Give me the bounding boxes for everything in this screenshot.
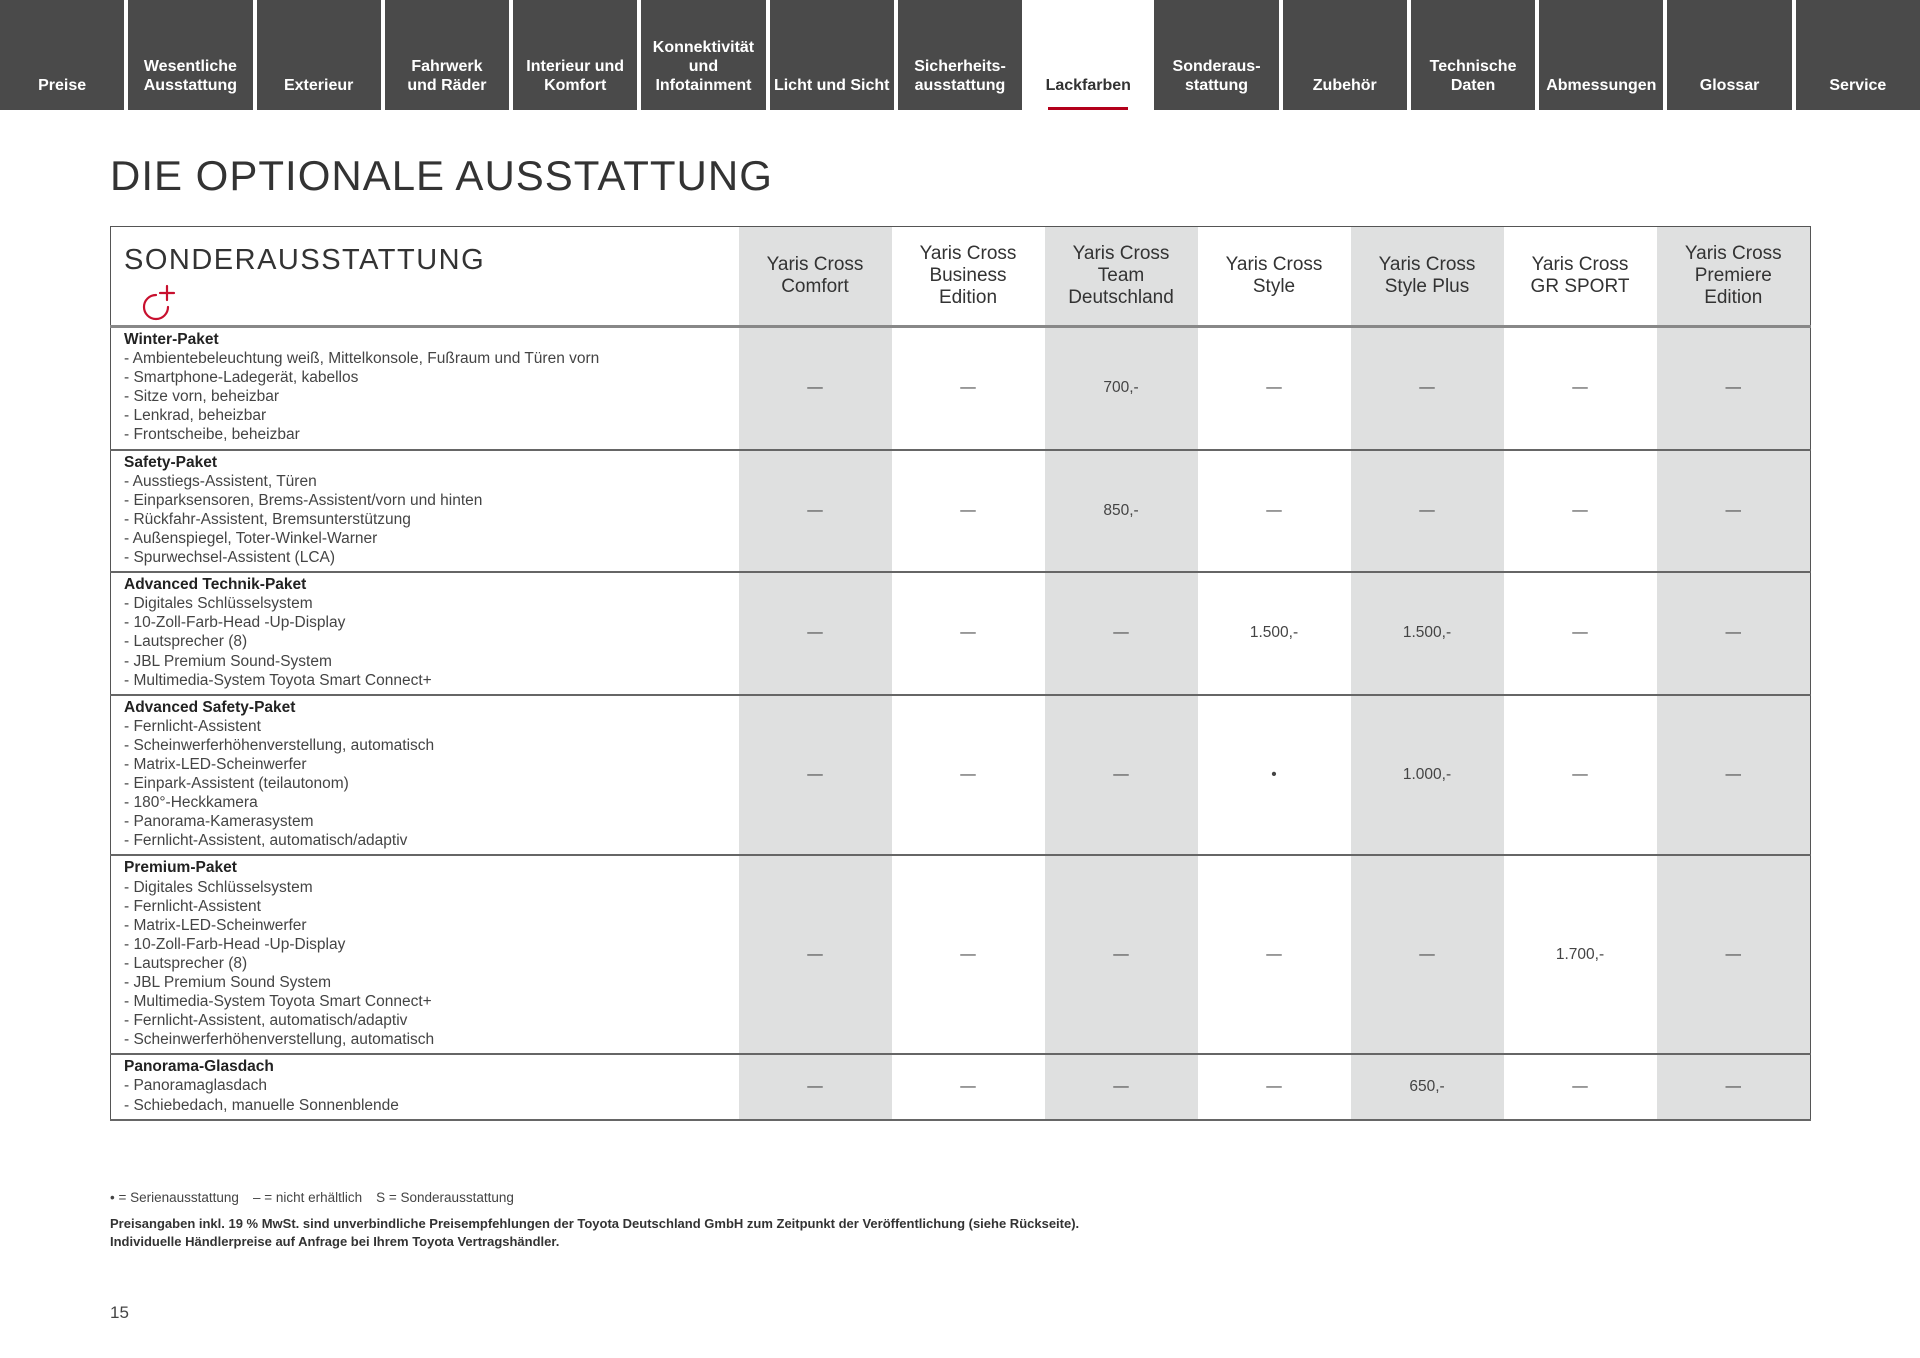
footnote-line: Preisangaben inkl. 19 % MwSt. sind unverbindliche Preisempfehlungen der Toyota Deutschland GmbH zum Zeitpunkt der Veröffentlichung (siehe Rückseite).: [110, 1216, 1080, 1231]
add-option-icon: [138, 261, 178, 325]
price-cell: —: [739, 1054, 892, 1119]
price-cell: —: [1657, 855, 1811, 1054]
price-cell: —: [1045, 855, 1198, 1054]
nav-tab-label: Interieur und Komfort: [526, 58, 625, 94]
price-cell: —: [1657, 1054, 1811, 1119]
nav-tab-label: Sonderaus- stattung: [1172, 58, 1261, 94]
price-cell: —: [1572, 379, 1588, 397]
legend: [110, 1190, 528, 1205]
package-item: - 10-Zoll-Farb-Head -Up-Display: [124, 935, 346, 953]
column-header-model: Yaris Cross GR SPORT: [1504, 227, 1657, 327]
price-cell: —: [1266, 945, 1282, 963]
package-description: [111, 327, 739, 450]
price-cell: 1.000,-: [1351, 695, 1504, 856]
price-cell: —: [1572, 624, 1588, 642]
legend-entry: – = nicht erhältlich: [252, 1190, 363, 1205]
price-cell: —: [1266, 501, 1282, 519]
package-item: - Spurwechsel-Assistent (LCA): [124, 549, 336, 567]
nav-tab-abmessungen[interactable]: [1539, 0, 1663, 110]
package-item: - Fernlicht-Assistent, automatisch/adaptiv: [124, 1012, 408, 1030]
column-header-model: Yaris Cross Team Deutschland: [1045, 227, 1198, 327]
nav-tab-lackfarben[interactable]: [1026, 0, 1150, 110]
nav-tab-label: Wesentliche Ausstattung: [143, 58, 238, 94]
package-item: - Digitales Schlüsselsystem: [124, 595, 313, 613]
package-row: [111, 450, 1811, 573]
package-item: - Digitales Schlüsselsystem: [124, 878, 313, 896]
price-cell: —: [960, 379, 976, 397]
nav-tab-zubehör[interactable]: [1283, 0, 1407, 110]
price-cell: —: [1266, 379, 1282, 397]
column-header-model: Yaris Cross Style: [1198, 227, 1351, 327]
package-item: - 10-Zoll-Farb-Head -Up-Display: [124, 614, 346, 632]
price-cell: —: [960, 624, 976, 642]
page-title: DIE OPTIONALE AUSSTATTUNG: [110, 152, 773, 199]
package-item: - Fernlicht-Assistent, automatisch/adaptiv: [124, 832, 408, 850]
price-cell: 1.700,-: [1555, 945, 1605, 963]
package-row: [111, 855, 1811, 1054]
price-cell: —: [1045, 1054, 1198, 1119]
price-cell: —: [1351, 327, 1504, 450]
nav-tab-label: Service: [1829, 77, 1887, 94]
package-item: - Außenspiegel, Toter-Winkel-Warner: [124, 529, 378, 547]
header-label-text: SONDERAUSSTATTUNG: [124, 244, 486, 276]
nav-tab-label: Lackfarben: [1045, 77, 1131, 94]
package-name: Advanced Technik-Paket: [124, 576, 307, 594]
price-cell: —: [960, 766, 976, 784]
nav-tab-exterieur[interactable]: [257, 0, 381, 110]
nav-tab-label: Abmessungen: [1546, 77, 1657, 94]
package-item: - Sitze vorn, beheizbar: [124, 388, 280, 406]
price-cell: 1.500,-: [1249, 624, 1299, 642]
table-body: [111, 327, 1811, 1120]
package-item: - JBL Premium Sound System: [124, 974, 332, 991]
nav-tab-label: Sicherheits- ausstattung: [914, 58, 1006, 94]
package-item: - Multimedia-System Toyota Smart Connect+: [124, 993, 432, 1011]
package-item: - JBL Premium Sound-System: [124, 652, 332, 670]
price-cell: —: [1351, 450, 1504, 573]
package-description: [111, 572, 739, 695]
package-name: Panorama-Glasdach: [124, 1058, 274, 1076]
table-header-row: [111, 227, 1811, 327]
legend-entry: • = Serienausstattung: [110, 1190, 239, 1205]
footnote-line: Individuelle Händlerpreise auf Anfrage bei Ihrem Toyota Vertragshändler.: [110, 1234, 560, 1249]
package-item: - Einpark-Assistent (teilautonom): [124, 775, 349, 793]
price-cell: —: [1572, 1078, 1588, 1096]
nav-tab-service[interactable]: [1796, 0, 1920, 110]
nav-tab-label: Konnektivität und Infotainment: [652, 39, 755, 94]
column-header-model: Yaris Cross Premiere Edition: [1657, 227, 1811, 327]
package-item: - Fernlicht-Assistent: [124, 897, 261, 915]
price-cell: —: [739, 695, 892, 856]
package-item: - 180°-Heckkamera: [124, 794, 258, 812]
price-cell: —: [1351, 855, 1504, 1054]
column-header-model: Yaris Cross Business Edition: [892, 227, 1045, 327]
package-item: - Lenkrad, beheizbar: [124, 407, 267, 425]
price-cell: —: [960, 501, 976, 519]
package-item: - Smartphone-Ladegerät, kabellos: [124, 369, 359, 387]
price-footnote: [110, 1215, 1079, 1251]
nav-tab-label: Zubehör: [1312, 77, 1377, 94]
package-item: - Matrix-LED-Scheinwerfer: [124, 755, 307, 773]
column-header-model: Yaris Cross Style Plus: [1351, 227, 1504, 327]
package-item: - Einparksensoren, Brems-Assistent/vorn und hinten: [124, 491, 483, 509]
price-cell: —: [1572, 766, 1588, 784]
table-header-label: [111, 227, 739, 327]
package-row: [111, 1054, 1811, 1119]
nav-tab-sicherheits-ausstattung[interactable]: [898, 0, 1022, 110]
price-cell: —: [1045, 695, 1198, 856]
package-item: - Panorama-Kamerasystem: [124, 813, 314, 831]
package-item: - Multimedia-System Toyota Smart Connect+: [124, 671, 432, 689]
package-item: - Scheinwerferhöhenverstellung, automatisch: [124, 736, 435, 754]
package-description: [111, 450, 739, 573]
column-header-model: Yaris Cross Comfort: [739, 227, 892, 327]
package-item: - Ambientebeleuchtung weiß, Mittelkonsole, Fußraum und Türen vorn: [124, 350, 600, 368]
price-cell: —: [1657, 695, 1811, 856]
price-cell: —: [960, 945, 976, 963]
nav-tab-label: Exterieur: [283, 77, 354, 94]
price-cell: —: [1657, 572, 1811, 695]
nav-tab-interieur-und-komfort[interactable]: [513, 0, 637, 110]
price-cell: 650,-: [1351, 1054, 1504, 1119]
package-name: Winter-Paket: [124, 331, 219, 348]
nav-tab-konnektivität-und-infotainment[interactable]: [641, 0, 765, 110]
price-cell: —: [1657, 327, 1811, 450]
nav-tab-label: Licht und Sicht: [773, 77, 890, 94]
price-cell: —: [739, 327, 892, 450]
package-description: [111, 1054, 739, 1119]
price-cell: —: [1572, 501, 1588, 519]
nav-tab-label: Technische Daten: [1429, 58, 1517, 94]
package-item: - Scheinwerferhöhenverstellung, automatisch: [124, 1031, 435, 1049]
price-cell: 700,-: [1045, 327, 1198, 450]
price-cell: —: [1045, 572, 1198, 695]
package-item: - Panoramaglasdach: [124, 1077, 268, 1095]
price-cell: 850,-: [1045, 450, 1198, 573]
top-navigation: [0, 0, 1920, 110]
price-cell: —: [739, 855, 892, 1054]
nav-tab-wesentliche-ausstattung[interactable]: [128, 0, 252, 110]
package-item: - Frontscheibe, beheizbar: [124, 426, 300, 444]
price-cell: —: [960, 1078, 976, 1096]
package-item: - Ausstiegs-Assistent, Türen: [124, 472, 317, 490]
package-description: [111, 695, 739, 856]
package-name: Premium-Paket: [124, 859, 237, 877]
package-item: - Rückfahr-Assistent, Bremsunterstützung: [124, 510, 411, 528]
package-item: - Lautsprecher (8): [124, 633, 248, 651]
price-cell: 1.500,-: [1351, 572, 1504, 695]
package-row: [111, 695, 1811, 856]
price-cell: —: [739, 572, 892, 695]
page-number: 15: [110, 1303, 129, 1322]
price-cell: •: [1271, 766, 1277, 784]
nav-tab-glossar[interactable]: [1667, 0, 1791, 110]
package-item: - Lautsprecher (8): [124, 954, 248, 972]
nav-tab-label: Fahrwerk und Räder: [407, 58, 487, 94]
package-description: [111, 855, 739, 1054]
nav-tab-technische-daten[interactable]: [1411, 0, 1535, 110]
package-row: [111, 327, 1811, 450]
package-item: - Matrix-LED-Scheinwerfer: [124, 916, 307, 934]
optional-equipment-table: [110, 226, 1811, 1121]
package-row: [111, 572, 1811, 695]
nav-tab-preise[interactable]: [0, 0, 124, 110]
nav-tab-label: Preise: [38, 77, 87, 94]
price-cell: —: [1266, 1078, 1282, 1096]
nav-tab-sonderaus-stattung[interactable]: [1154, 0, 1278, 110]
nav-tab-licht-und-sicht[interactable]: [770, 0, 894, 110]
package-name: Safety-Paket: [124, 453, 218, 471]
nav-tab-label: Glossar: [1699, 77, 1760, 94]
price-cell: —: [739, 450, 892, 573]
price-cell: —: [1657, 450, 1811, 573]
package-name: Advanced Safety-Paket: [124, 698, 296, 716]
legend-entry: S = Sonderausstattung: [376, 1190, 514, 1205]
package-item: - Schiebedach, manuelle Sonnenblende: [124, 1096, 399, 1114]
package-item: - Fernlicht-Assistent: [124, 717, 261, 735]
nav-tab-fahrwerk-und-räder[interactable]: [385, 0, 509, 110]
